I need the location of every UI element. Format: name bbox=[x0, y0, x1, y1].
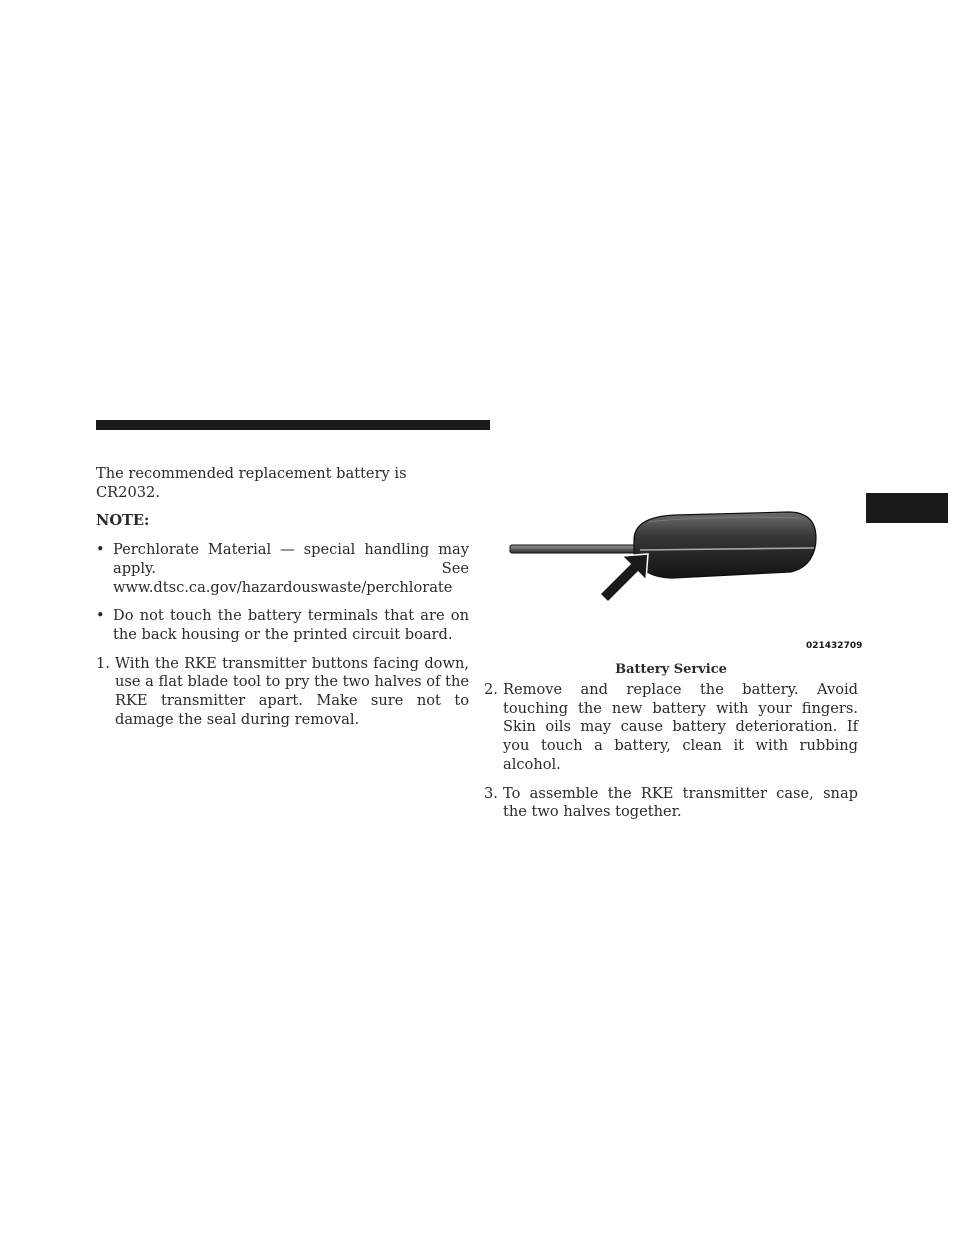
step-number: 3. bbox=[484, 784, 498, 802]
left-column bbox=[96, 465, 469, 739]
key-fob-case bbox=[634, 512, 816, 578]
step-text: With the RKE transmitter buttons facing down, use a flat blade tool to pry the two halves of the RKE transmitter apart. Make sure not to damage the seal during removal. bbox=[115, 654, 469, 728]
right-column bbox=[484, 681, 858, 832]
step-1 bbox=[96, 655, 469, 730]
intro-text: The recommended replacement battery is CR2032. bbox=[96, 465, 407, 501]
bullet-icon: • bbox=[96, 541, 105, 559]
bullet-text: Do not touch the battery terminals that are on the back housing or the printed circuit board. bbox=[113, 607, 469, 643]
note-bullet-1 bbox=[96, 541, 469, 597]
battery-service-illustration bbox=[498, 478, 864, 660]
note-bullet-2 bbox=[96, 607, 469, 644]
step-text: To assemble the RKE transmitter case, snap the two halves together. bbox=[503, 784, 858, 821]
key-blade bbox=[510, 545, 638, 553]
figure-code: 021432709 bbox=[806, 641, 863, 651]
bullet-icon: • bbox=[96, 607, 105, 625]
step-2 bbox=[484, 681, 858, 775]
step-number: 1. bbox=[96, 654, 110, 672]
section-header-rule bbox=[96, 420, 490, 430]
figure-caption: Battery Service bbox=[615, 662, 727, 677]
arrow-icon bbox=[600, 554, 648, 602]
step-number: 2. bbox=[484, 681, 498, 698]
note-label: NOTE: bbox=[96, 512, 150, 530]
step-text: Remove and replace the battery. Avoid touching the new battery with your fingers. Skin oils may cause battery deterioration. If you touch a battery, clean it with rubbing alcohol. bbox=[503, 681, 858, 773]
bullet-text: Perchlorate Material — special handling may apply. See www.dtsc.ca.gov/hazardouswaste/perchlorate bbox=[113, 541, 469, 596]
chapter-tab bbox=[866, 493, 948, 523]
step-3 bbox=[484, 785, 858, 822]
